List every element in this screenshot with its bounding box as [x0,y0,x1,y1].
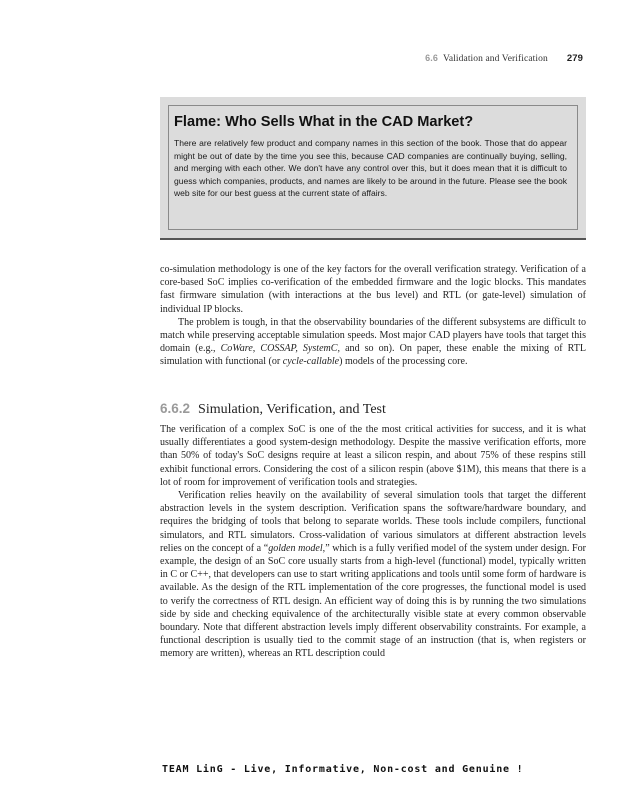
page-number: 279 [566,53,583,64]
header-section-title: Validation and Verification [442,54,548,64]
sidebar-title: Flame: Who Sells What in the CAD Market? [174,114,474,130]
italic-golden-model: golden model, [268,542,326,554]
running-header [425,53,583,64]
paragraph-cosimulation [160,263,586,316]
section-heading [160,401,586,418]
text-run: and so on). On paper, these enable the mixing of RTL simulation with functional (or [160,343,586,368]
text-run: co-simulation methodology is one of the key factors for the overall verification strategy. Verification of a core-based SoC implies co-verification of the embedded firmware and the logic blocks. This mandates fast firmware simulation (with interactions at the bus level) and RTL (or gate-level) simulation of individual IP blocks. [160,264,586,315]
text-run: ” which is a fully verified model of the system under design. For example, the design of an SoC core usually starts from a high-level (functional) model, typically written in C or C++, that developers can use to start writing applications and tools until some form of hardware is available. As the design of the RTL implementation of the core progresses, the functional model is used to verify the correctness of RTL design. An efficient way of doing this is by running the two simulations side by side and checking equivalence of the architecturally visible state at every common observable boundary. Note that different abstraction levels imply different observability constraints. For example, a functional description is usually tied to the commit stage of an instruction (that is, when registers or memory are written), whereas an RTL description could [160,542,586,660]
sidebar-text: There are relatively few product and company names in this section of the book. Those that do appear might be out of date by the time you see this, because CAD companies are continually buying, selling, and merging with each other. We don't have any control over this, but it does mean that it is difficult to guess which companies, products, and names are likely to be around in the future. Please see the book web site for our best guess at the current state of affairs. [174,138,567,199]
sidebar-box [160,97,586,240]
text-run: The problem is tough, in that the observability boundaries of the different subsystems are difficult to match while preserving acceptable simulation speeds. Most major CAD players have tools that target this domain (e.g., [160,316,586,355]
section-title: Simulation, Verification, and Test [198,402,386,417]
italic-cycle-callable: cycle-callable [282,356,340,368]
paragraph-verification-complex-soc [160,423,586,489]
text-run: Verification relies heavily on the availability of several simulation tools that target the different abstraction levels in the system description. Verification spans the software/hardware boundary, and requires the bridging of tools that belong to separate worlds. These tools include compilers, functional simulators, and RTL simulators. Cross-validation of various simulators at different abstraction levels relies on the concept of a “ [160,490,586,554]
body-text-top [160,263,586,369]
text-run: The verification of a complex SoC is one of the the most critical activities for success, and it is what usually differentiates a good system-design methodology. Despite the massive verification efforts, more than 50% of today's SoC designs require at least a silicon respin, and about 75% of these respins still exhibit functional errors. Considering the cost of a silicon respin (above $1M), this means that there is a lot of room for improvement of verification tools and strategies. [160,424,586,488]
paragraph-problem [160,316,586,369]
footer-watermark: TEAM LinG - Live, Informative, Non-cost and Genuine ! [162,764,524,775]
header-section-number: 6.6 [425,53,438,63]
text-run: ) models of the processing core. [339,356,468,368]
paragraph-verification-relies [160,489,586,661]
body-text-bottom [160,423,586,661]
section-number: 6.6.2 [160,401,191,416]
italic-tool-names: CoWare, COSSAP, SystemC, [220,343,341,355]
sidebar-inner-frame [168,105,578,230]
